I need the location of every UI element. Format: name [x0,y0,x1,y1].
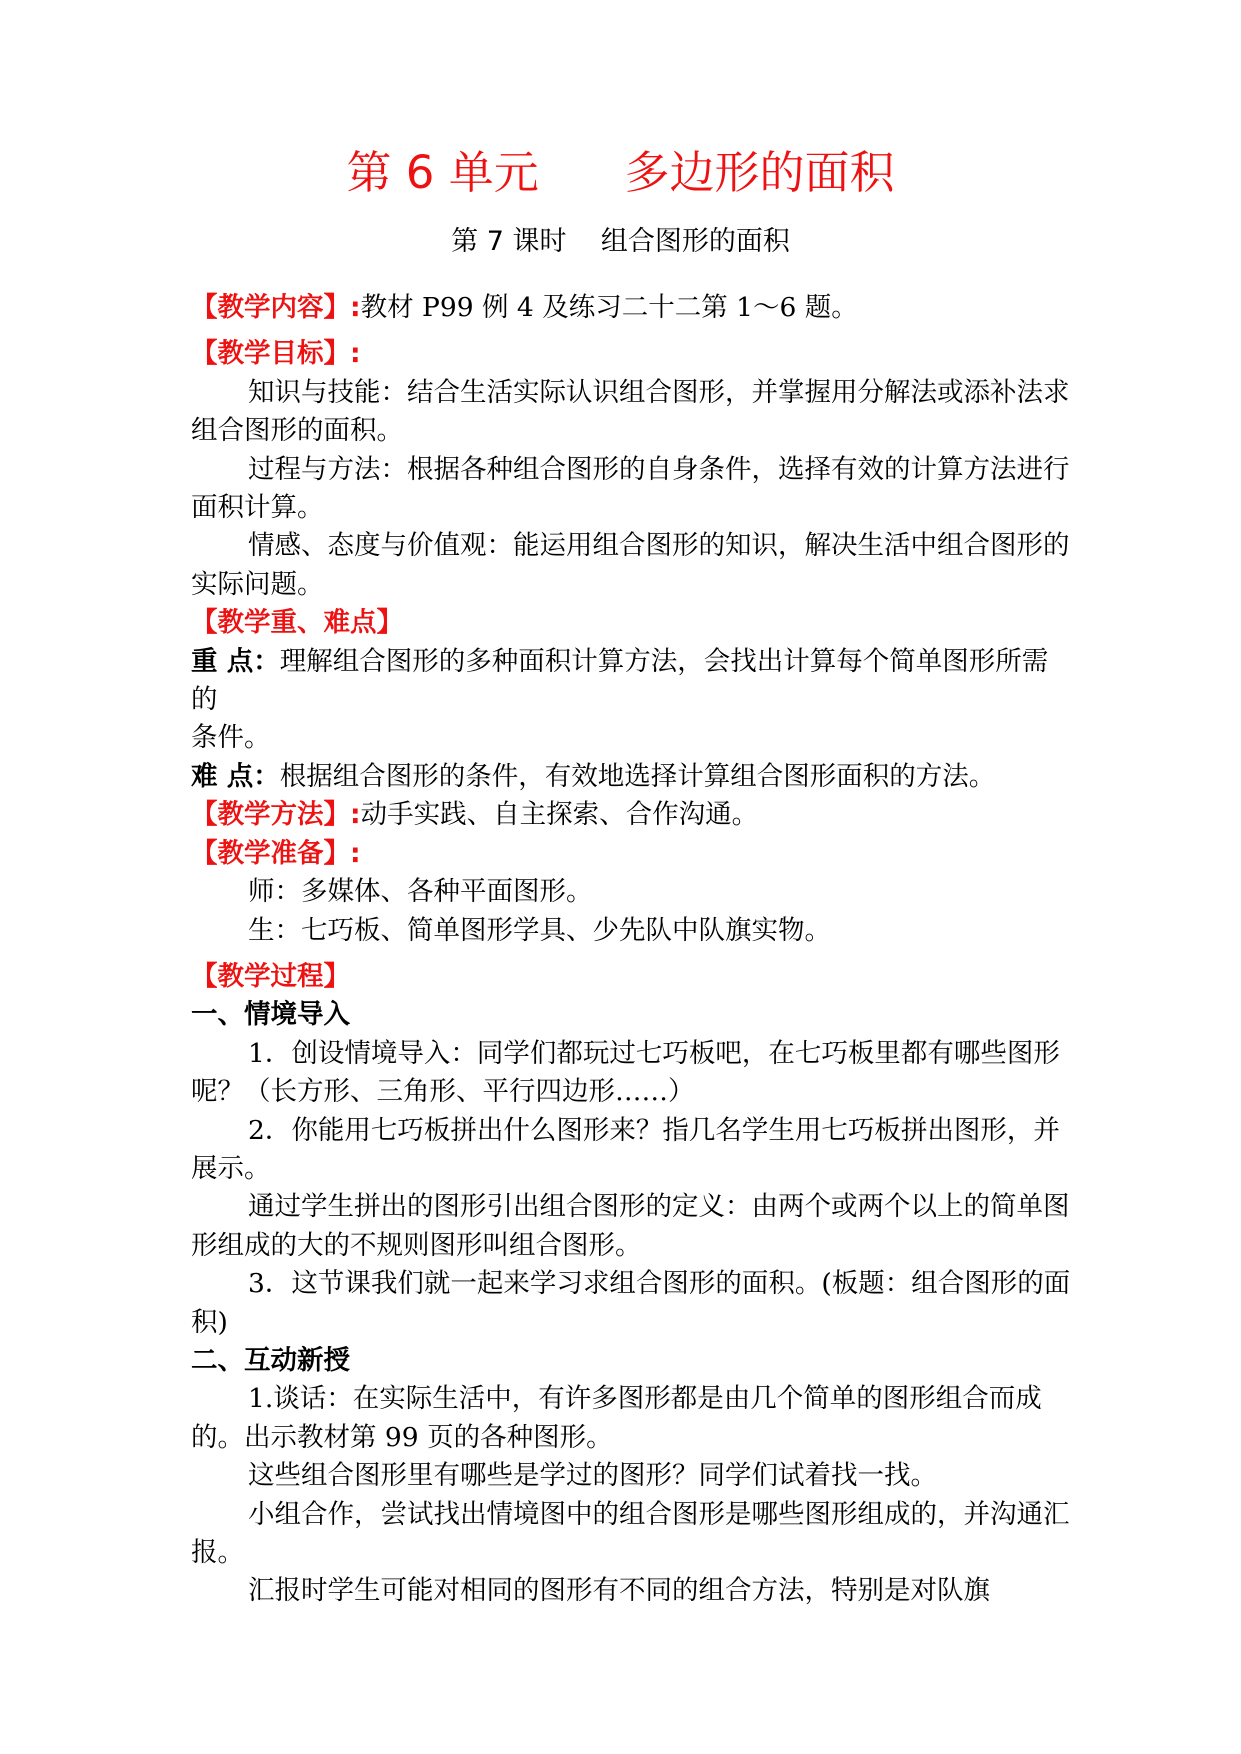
difficult-point-text: 根据组合图形的条件，有效地选择计算组合图形面积的方法。 [279,760,996,792]
teaching-method [191,796,1071,834]
section1-p1: 1．创设情境导入：同学们都玩过七巧板吧，在七巧板里都有哪些图形呢？（长方形、三角形、平行四边形……） [191,1037,1060,1108]
lesson-title: 第 7 课时 组合图形的面积 [451,226,790,257]
teaching-content-text: 教材 P99 例 4 及练习二十二第 1～6 题。 [360,292,858,323]
teaching-goals-label: 【教学目标】: [191,338,361,370]
key-point-label: 重 点： [191,645,280,677]
key-points-label: 【教学重、难点】 [191,607,403,639]
section1-p4: 3．这节课我们就一起来学习求组合图形的面积。(板题：组合图形的面积) [191,1268,1071,1338]
section2-p1: 1.谈话：在实际生活中，有许多图形都是由几个简单的图形组合而成的。出示教材第 99 页的各种图形。 [191,1383,1042,1453]
teaching-content [191,289,1071,327]
section1-heading: 一、情境导入 [191,999,350,1031]
teaching-prep-label: 【教学准备】: [191,837,361,869]
difficult-point [191,758,1071,796]
key-point-cont: 条件。 [191,722,271,754]
goal-knowledge: 知识与技能：结合生活实际认识组合图形，并掌握用分解法或添补法求组合图形的面积。 [191,376,1070,447]
section2-heading: 二、互动新授 [191,1344,350,1376]
document-body [191,289,1071,1611]
prep-student: 生：七巧板、简单图形学具、少先队中队旗实物。 [248,914,831,946]
goal-process: 过程与方法：根据各种组合图形的自身条件，选择有效的计算方法进行面积计算。 [191,453,1070,524]
section2-p4: 汇报时学生可能对相同的图形有不同的组合方法，特别是对队旗 [248,1575,990,1607]
difficult-point-label: 难 点： [191,760,280,792]
prep-teacher: 师：多媒体、各种平面图形。 [248,876,593,908]
section2-p2: 这些组合图形里有哪些是学过的图形？同学们试着找一找。 [248,1460,937,1492]
unit-title: 第 6 单元 多边形的面积 [346,146,895,199]
key-point [191,643,1071,720]
teaching-content-label: 【教学内容】: [191,292,361,323]
section1-p3: 通过学生拼出的图形引出组合图形的定义：由两个或两个以上的简单图形组成的大的不规则图形叫组合图形。 [191,1191,1070,1261]
teaching-method-text: 动手实践、自主探索、合作沟通。 [360,799,759,831]
teaching-process-label: 【教学过程】 [191,960,350,992]
goal-emotion: 情感、态度与价值观：能运用组合图形的知识，解决生活中组合图形的实际问题。 [191,530,1070,600]
teaching-method-label: 【教学方法】: [191,799,361,831]
section1-p2: 2．你能用七巧板拼出什么图形来？指几名学生用七巧板拼出图形，并展示。 [191,1114,1060,1184]
section2-p3: 小组合作，尝试找出情境图中的组合图形是哪些图形组成的，并沟通汇报。 [191,1498,1070,1568]
key-point-text: 理解组合图形的多种面积计算方法，会找出计算每个简单图形所需的 [191,645,1049,716]
